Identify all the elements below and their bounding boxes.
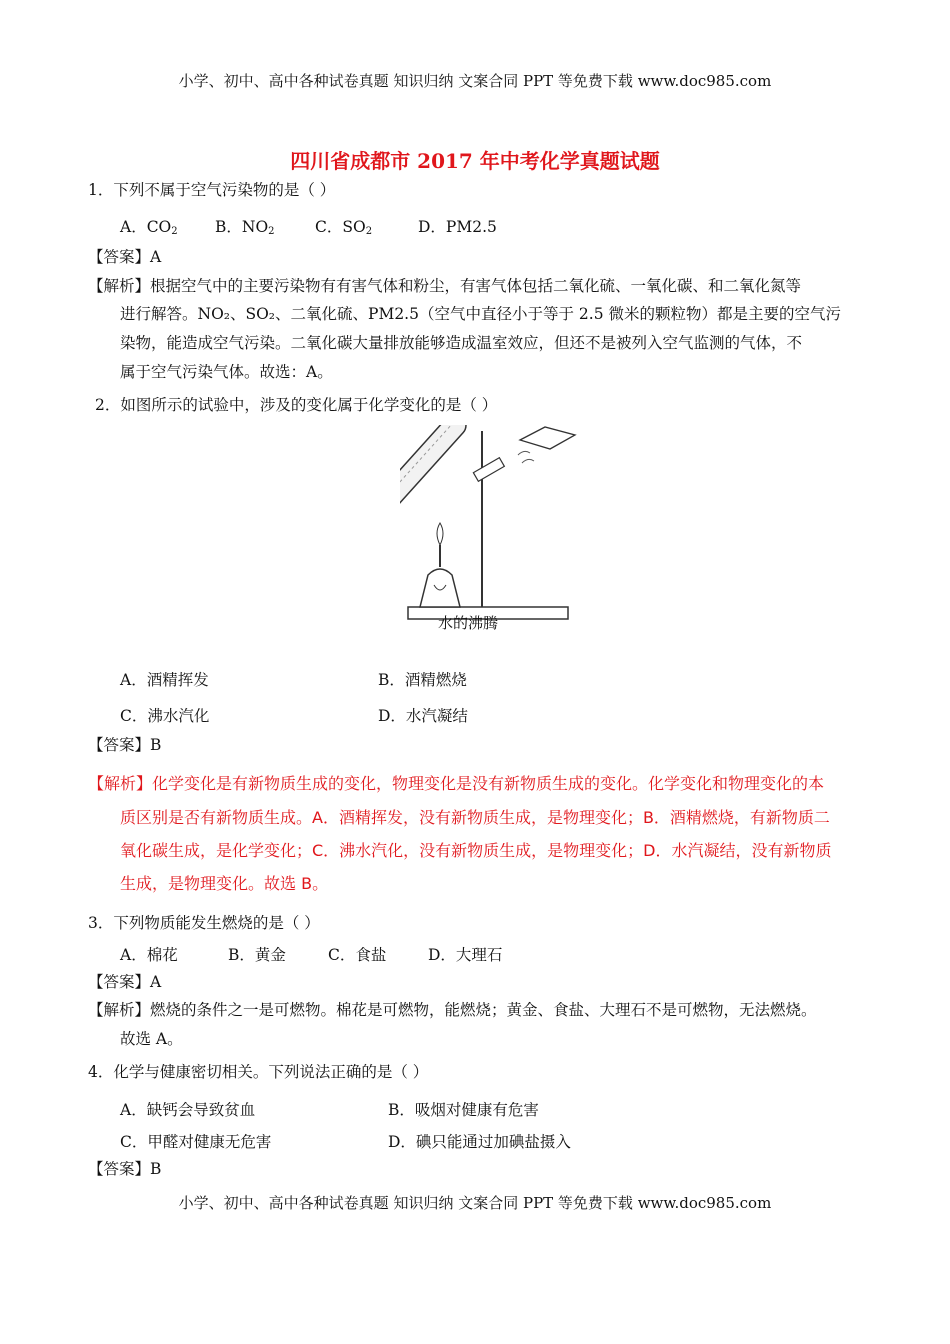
glass-plate	[520, 427, 575, 449]
alcohol-lamp	[420, 569, 460, 607]
q3-stem: 3．下列物质能发生燃烧的是（ ）	[88, 914, 320, 932]
q3-analysis-line-2: 故选 A。	[120, 1030, 183, 1048]
q3-option-c: C．食盐	[328, 946, 387, 964]
q3-option-a: A．棉花	[120, 946, 178, 964]
q4-option-c: C．甲醛对健康无危害	[120, 1133, 272, 1151]
figure-caption: 水的沸腾	[438, 614, 499, 632]
q1-option-a: A．$CO_2$	[120, 218, 178, 237]
q3-option-b: B．黄金	[228, 946, 286, 964]
q4-stem: 4．化学与健康密切相关。下列说法正确的是（ ）	[88, 1063, 429, 1081]
q4-option-a: A．缺钙会导致贫血	[120, 1101, 256, 1119]
clamp	[473, 458, 504, 482]
q2-option-d: D．水汽凝结	[378, 707, 468, 725]
q2-analysis-line-3: 氧化碳生成，是化学变化；C．沸水汽化，没有新物质生成，是物理变化；D．水汽凝结，没有新物质	[120, 841, 832, 860]
q2-option-b: B．酒精燃烧	[378, 671, 467, 689]
q3-option-d: D．大理石	[428, 946, 503, 964]
steam-lines	[518, 451, 534, 463]
q4-option-b: B．吸烟对健康有危害	[388, 1101, 539, 1119]
q1-analysis-line-1: 【解析】根据空气中的主要污染物有有害气体和粉尘，有害气体包括二氧化硫、一氧化碳、和二氧化氮等	[88, 277, 802, 295]
q2-analysis-line-2: 质区别是否有新物质生成。A．酒精挥发，没有新物质生成，是物理变化；B．酒精燃烧，有新物质二	[120, 808, 830, 827]
q1-analysis-line-4: 属于空气污染气体。故选：A。	[120, 363, 333, 381]
q2-answer: 【答案】B	[88, 736, 162, 754]
q2-analysis-line-4: 生成，是物理变化。故选 B。	[120, 874, 329, 893]
q3-answer: 【答案】A	[88, 973, 162, 991]
q1-option-c: C．$SO_2$	[315, 218, 373, 237]
q3-analysis-line-1: 【解析】燃烧的条件之一是可燃物。棉花是可燃物，能燃烧；黄金、食盐、大理石不是可燃物，无法燃烧。	[88, 1001, 817, 1019]
test-tube	[400, 425, 471, 514]
q4-answer: 【答案】B	[88, 1160, 162, 1178]
q1-option-d: D．PM2.5	[418, 218, 497, 236]
q2-option-a: A．酒精挥发	[120, 671, 209, 689]
q1-option-b: B．$NO_2$	[215, 218, 275, 237]
q1-stem: 1．下列不属于空气污染物的是（ ）	[88, 181, 336, 199]
page-title: 四川省成都市 2017 年中考化学真题试题	[290, 149, 660, 173]
q1-answer: 【答案】A	[88, 248, 162, 266]
q1-analysis-line-2: 进行解答。NO₂、SO₂、二氧化硫、PM2.5（空气中直径小于等于 2.5 微米的颗粒物）都是主要的空气污	[120, 305, 841, 323]
q1-analysis-line-3: 染物，能造成空气污染。二氧化碳大量排放能够造成温室效应，但还不是被列入空气监测的气体，不	[120, 334, 803, 352]
page-header: 小学、初中、高中各种试卷真题 知识归纳 文案合同 PPT 等免费下载 www.doc985.com	[178, 72, 772, 90]
page-footer: 小学、初中、高中各种试卷真题 知识归纳 文案合同 PPT 等免费下载 www.doc985.com	[178, 1194, 772, 1212]
q2-analysis-line-1: 【解析】化学变化是有新物质生成的变化，物理变化是没有新物质生成的变化。化学变化和物理变化的本	[88, 774, 825, 793]
q2-option-c: C．沸水汽化	[120, 707, 210, 725]
q2-stem: 2．如图所示的试验中，涉及的变化属于化学变化的是（ ）	[95, 396, 498, 414]
boiling-water-apparatus-figure	[400, 425, 580, 640]
flame	[437, 523, 443, 545]
q4-option-d: D．碘只能通过加碘盐摄入	[388, 1133, 571, 1151]
